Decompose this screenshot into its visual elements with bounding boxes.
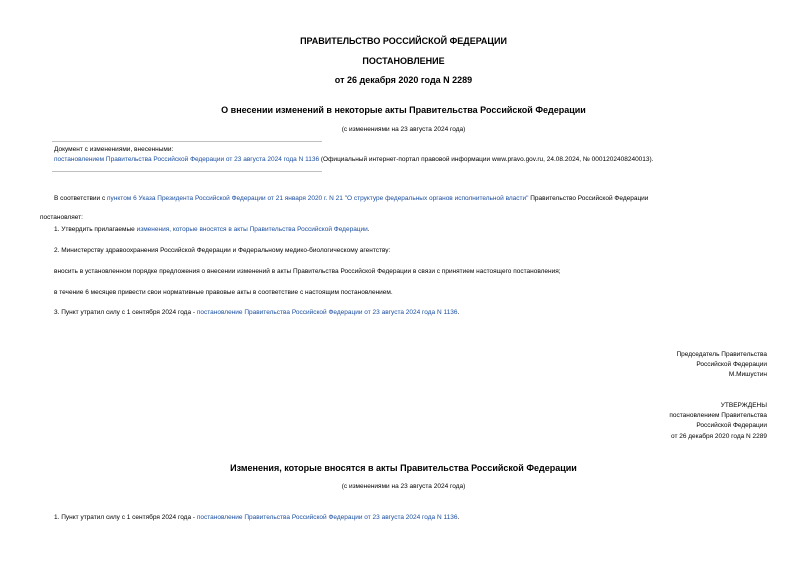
amending-act-link[interactable]: постановлением Правительства Российской Федерации от 23 августа 2024 года N 1136 [54,156,320,163]
annex-amended-note: (с изменениями на 23 августа 2024 года) [341,483,466,490]
decree-link[interactable]: пунктом 6 Указа Президента Российской Федерации от 21 января 2020 г. N 21 "О структуре федеральных органов исполнительной власти" [107,195,529,202]
preamble-text-start: В соответствии с [54,195,108,202]
changes-link[interactable]: изменения, которые вносятся в акты Правительства Российской Федерации [136,226,368,233]
approved-line-3: от 26 декабря 2020 года N 2289 [670,433,767,440]
item-2a: вносить в установленном порядке предложения о внесении изменений в акты Правительства Российской Федерации в связи с принятием настоящего постановления; [54,268,561,275]
annex-item-1 [54,514,459,521]
approved-line-2: Российской Федерации [696,422,767,429]
resolves-label: постановляет: [40,214,83,221]
item-3-text: 3. Пункт утратил силу с 1 сентября 2024 года - [54,309,197,316]
changes-line [54,156,654,163]
preamble [54,195,648,202]
changes-intro: Документ с изменениями, внесенными: [54,146,174,153]
item-2: 2. Министерству здравоохранения Российской Федерации и Федеральному медико-биологическому агентству: [54,247,391,254]
divider-bottom [52,171,322,172]
signature-org: Российской Федерации [696,361,767,368]
divider-top [52,141,322,142]
annex-repeal-link[interactable]: постановление Правительства Российской Федерации от 23 августа 2024 года N 1136 [196,514,458,521]
item-3 [54,309,459,316]
government-heading: ПРАВИТЕЛЬСТВО РОССИЙСКОЙ ФЕДЕРАЦИИ [300,36,507,46]
document-date-number: от 26 декабря 2020 года N 2289 [334,75,473,85]
item-1-end: . [367,226,370,233]
amended-note: (с изменениями на 23 августа 2024 года) [341,126,466,133]
annex-item-1-end: . [457,514,460,521]
item-1 [54,226,370,233]
preamble-text-end: Правительство Российской Федерации [528,195,649,202]
item-1-text: 1. Утвердить прилагаемые [54,226,137,233]
repeal-act-link[interactable]: постановление Правительства Российской Федерации от 23 августа 2024 года N 1136 [196,309,458,316]
annex-item-1-text: 1. Пункт утратил силу с 1 сентября 2024 года - [54,514,197,521]
approved-label: УТВЕРЖДЕНЫ [720,402,767,409]
document-title: О внесении изменений в некоторые акты Правительства Российской Федерации [221,105,586,115]
item-2b: в течение 6 месяцев привести свои нормативные правовые акты в соответствие с настоящим постановлением. [54,289,393,296]
document-type: ПОСТАНОВЛЕНИЕ [362,56,445,66]
approved-line-1: постановлением Правительства [669,412,767,419]
signature-name: М.Мишустин [728,371,767,378]
signature-position: Председатель Правительства [676,351,767,358]
publication-source: (Официальный интернет-портал правовой информации www.pravo.gov.ru, 24.08.2024, № 0001202408240013). [319,156,654,163]
annex-title: Изменения, которые вносятся в акты Правительства Российской Федерации [230,463,577,473]
item-3-end: . [457,309,460,316]
